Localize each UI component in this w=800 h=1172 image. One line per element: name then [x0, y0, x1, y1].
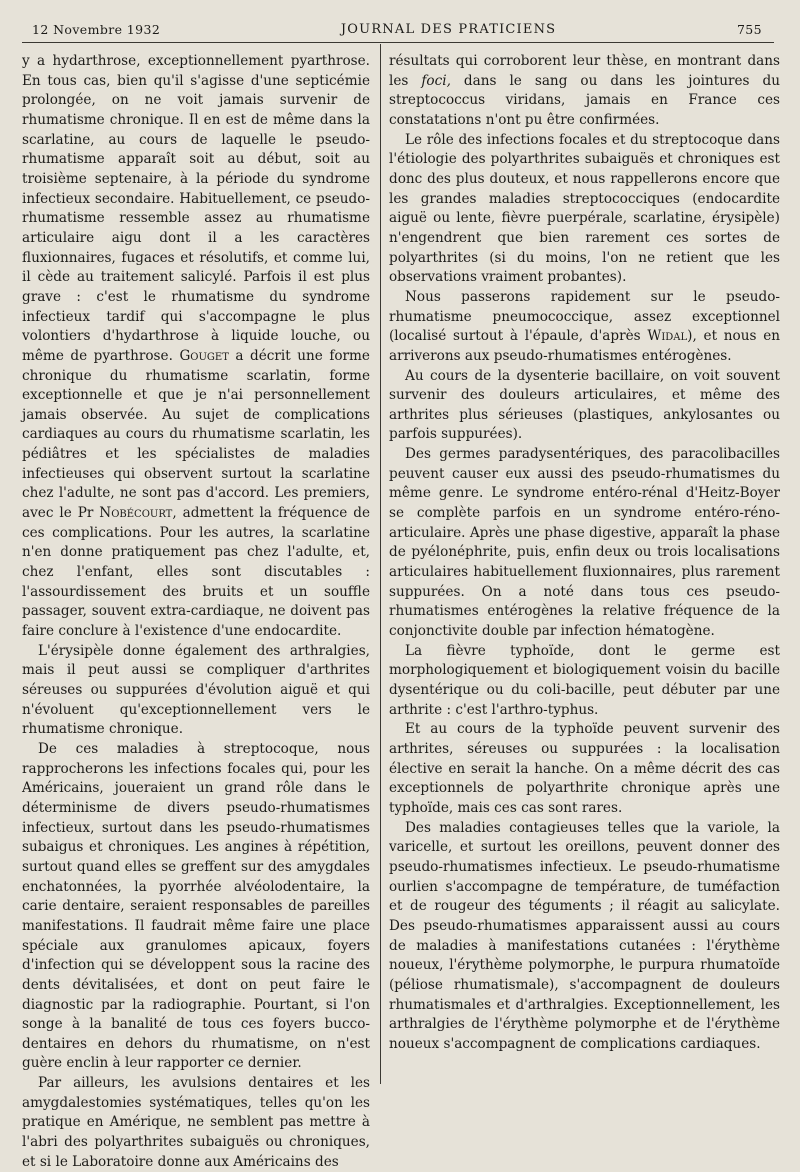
journal-title: JOURNAL DES PRATICIENS — [340, 21, 557, 37]
paragraph: Des germes paradysentériques, des paracolibacilles peuvent causer eux aussi des pseudo-rhumatismes du même genre. Le syndrome entéro-rénal d'Heitz-Boyer se complète parfois en un syndrome entéro-réno-articulaire. Après une phase digestive, apparaît la phase de pyélonéphrite, puis, enfin deux ou trois localisations articulaires habituellement fluxionnaires, plus rarement suppurées. On a noté dans tous ces pseudo-rhumatismes entérogènes la relative fréquence de la conjonctivite double par infection hématogène. — [389, 446, 780, 640]
paragraph: Au cours de la dysenterie bacillaire, on voit souvent survenir des douleurs articulaires, et même des arthrites plus sérieuses (plastiques, ankylosantes ou parfois suppurées). — [389, 367, 780, 443]
paragraph: Des maladies contagieuses telles que la variole, la varicelle, et surtout les oreillons, peuvent donner des pseudo-rhumatismes infectieux. Le pseudo-rhumatisme ourlien s'accompagne de température, de tuméfaction et de rougeur des téguments ; il réagit au salicylate. Des pseudo-rhumatismes apparaissent aussi au cours de maladies à manifestations cutanées : l'érythème noueux, l'érythème polymorphe, le purpura rhumatoïde (péliose rhumatismale), s'accompagnent de douleurs rhumatismales et d'arthralgies. Exceptionnellement, les arthralgies de l'érythème polymorphe et de l'érythème noueux s'accompagnent de complications cardiaques. — [389, 819, 780, 1052]
paragraph: De ces maladies à streptocoque, nous rapprocherons les infections focales qui, pour les Américains, joueraient un grand rôle dans le déterminisme de divers pseudo-rhumatismes infectieux, surtout dans les pseudo-rhumatismes subaigus et chroniques. Les angines à répétition, surtout quand elles se greffent sur des amygdales enchatonnées, la pyorrhée alvéolodentaire, la carie dentaire, seraient responsables de pareilles manifestations. Il faudrait même faire une place spéciale aux granulomes apicaux, foyers d'infection qui se développent sous la racine des dents dévitalisées, et dont on peut faire le diagnostic par la radiographie. Pourtant, si l'on songe à la banalité de tous ces foyers bucco-dentaires en dehors du rhumatisme, on n'est guère enclin à leur rapporter ce dernier. — [22, 740, 370, 1072]
issue-date: 12 Novembre 1932 — [32, 21, 161, 37]
paragraph: Nous passerons rapidement sur le pseudo-rhumatisme pneumococcique, assez exceptionnel (localisé surtout à l'épaule, d'après Widal), et nous en arriverons aux pseudo-rhumatismes entérogènes. — [389, 288, 780, 364]
paragraph: Le rôle des infections focales et du streptocoque dans l'étiologie des polyarthrites subaiguës et chroniques est donc des plus douteux, et nous rappellerons encore que les grandes maladies streptococciques (endocardite aiguë ou lente, fièvre puerpérale, scarlatine, érysipèle) n'engendrent que bien rarement ces sortes de polyarthrites (si du moins, l'on ne retient que les observations vraiment probantes). — [389, 131, 780, 286]
author-name: Gouget — [179, 347, 229, 364]
paragraph: La fièvre typhoïde, dont le germe est morphologiquement et biologiquement voisin du bacille dysentérique ou du coli-bacille, peut débuter par une arthrite : c'est l'arthro-typhus. — [389, 642, 780, 718]
author-name: Nobécourt, — [99, 505, 177, 522]
author-name: Widal — [647, 328, 688, 345]
paragraph: Et au cours de la typhoïde peuvent survenir des arthrites, séreuses ou suppurées : la localisation élective en serait la hanche. On a même décrit des cas exceptionnels de polyarthrite chronique après une typhoïde, mais ces cas sont rares. — [389, 721, 780, 816]
page-header — [32, 18, 762, 40]
right-column — [389, 52, 780, 1054]
title-abbrev: Pr — [77, 505, 94, 522]
italic-term: foci, — [421, 72, 451, 89]
page-number: 755 — [736, 21, 762, 37]
column-divider — [380, 44, 381, 1084]
paragraph: résultats qui corroborent leur thèse, en montrant dans les foci, dans le sang ou dans les jointures du streptococcus viridans, jamais en France ces constatations n'ont pu être confirmées. — [389, 53, 780, 128]
paragraph: Par ailleurs, les avulsions dentaires et les amygdalestomies systématiques, telles qu'on les pratique en Amérique, ne semblent pas mettre à l'abri des polyarthrites subaiguës ou chroniques, et si le Laboratoire donne aux Américains des — [22, 1075, 370, 1170]
left-column — [22, 52, 370, 1172]
paragraph: y a hydarthrose, exceptionnellement pyarthrose. En tous cas, bien qu'il s'agisse d'une septicémie prolongée, on ne voit jamais survenir de rhumatisme chronique. Il en est de même dans la scarlatine, au cours de laquelle le pseudo-rhumatisme apparaît soit au début, soit au troisième septenaire, à la période du syndrome infectieux secondaire. Habituellement, ce pseudo-rhumatisme ressemble assez au rhumatisme articulaire aigu dont il a les caractères fluxionnaires, fugaces et résolutifs, et comme lui, il cède au traitement salicylé. Parfois il est plus grave : c'est le rhumatisme du syndrome infectieux tardif qui s'accompagne le plus volontiers d'hydarthrose à liquide louche, ou même de pyarthrose. Gouget a décrit une forme chronique du rhumatisme scarlatin, forme exceptionnelle et que je n'ai personnellement jamais observée. Au sujet de complications cardiaques au cours du rhumatisme scarlatin, les pédiâtres et les spécialistes de maladies infectieuses qui observent surtout la scarlatine chez l'adulte, ne sont pas d'accord. Les premiers, avec le Pr Nobécourt, admettent la fréquence de ces complications. Pour les autres, la scarlatine n'en donne pratiquement pas chez l'adulte, et, chez l'enfant, elles sont discutables : l'assourdissement des bruits et un souffle passager, souvent extra-cardiaque, ne doivent pas faire conclure à l'existence d'une endocardite. — [22, 53, 371, 640]
header-rule — [22, 42, 774, 43]
paragraph: L'érysipèle donne également des arthralgies, mais il peut aussi se compliquer d'arthrites séreuses ou suppurées d'évolution aiguë et qui n'évoluent qu'exceptionnellement vers le rhumatisme chronique. — [22, 642, 370, 738]
